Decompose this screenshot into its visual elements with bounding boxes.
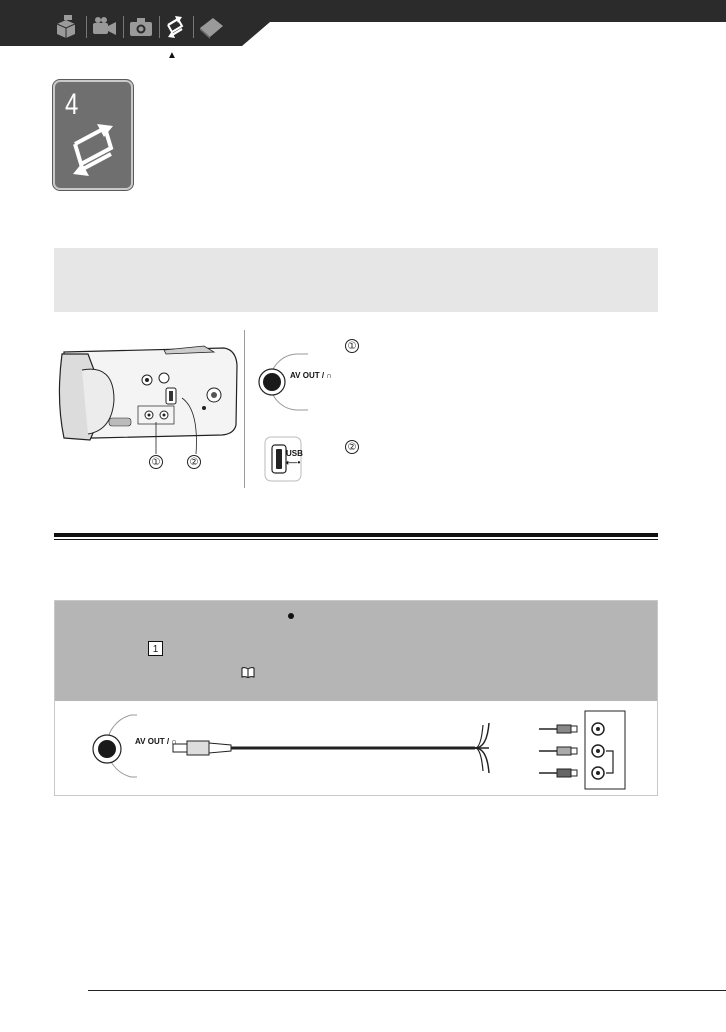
av-cable-diagram — [55, 701, 657, 795]
connection-arrows-icon[interactable] — [161, 14, 189, 40]
step-key: 1 — [148, 641, 163, 656]
movie-camera-icon[interactable] — [90, 14, 118, 40]
av-out-label: AV OUT / ∩ — [135, 737, 178, 746]
av-cable-illustration — [55, 701, 657, 795]
callout-1: ① — [149, 455, 163, 469]
book-icon — [241, 667, 255, 678]
camcorder-jacks-figure — [54, 330, 658, 490]
section-rule — [54, 533, 658, 537]
connection-header — [55, 601, 657, 701]
section-rule-thin — [54, 539, 658, 540]
chapter-badge — [53, 80, 133, 190]
connection-diagram-box — [54, 600, 658, 796]
av-out-label: AV OUT / ∩ — [290, 371, 333, 380]
callout-2: ② — [187, 455, 201, 469]
camcorder-side-illustration — [54, 330, 244, 490]
headphones-icon: ∩ — [171, 737, 178, 746]
headphones-icon: ∩ — [326, 371, 333, 380]
tab-separator — [86, 16, 87, 38]
av-out-jack-illustration — [248, 352, 308, 412]
tab-separator — [123, 16, 124, 38]
usb-label: USB — [286, 449, 303, 458]
tab-separator — [159, 16, 160, 38]
active-tab-marker: ▲ — [167, 50, 177, 61]
usb-symbol-icon: ⟵• — [286, 458, 301, 467]
info-panel — [54, 248, 658, 312]
photo-camera-icon[interactable] — [127, 14, 155, 40]
divider-line — [244, 330, 245, 488]
tab-separator — [193, 16, 194, 38]
chapter-number: 4 — [65, 88, 79, 121]
callout-2: ② — [345, 440, 359, 454]
callout-1: ① — [345, 339, 359, 353]
chapter-tab-bar — [0, 0, 726, 61]
camera-cube-icon[interactable] — [52, 14, 80, 40]
footer-rule — [88, 990, 726, 991]
memory-card-icon[interactable] — [197, 14, 225, 40]
connection-arrows-icon — [67, 124, 119, 176]
bullet-dot — [288, 613, 294, 619]
